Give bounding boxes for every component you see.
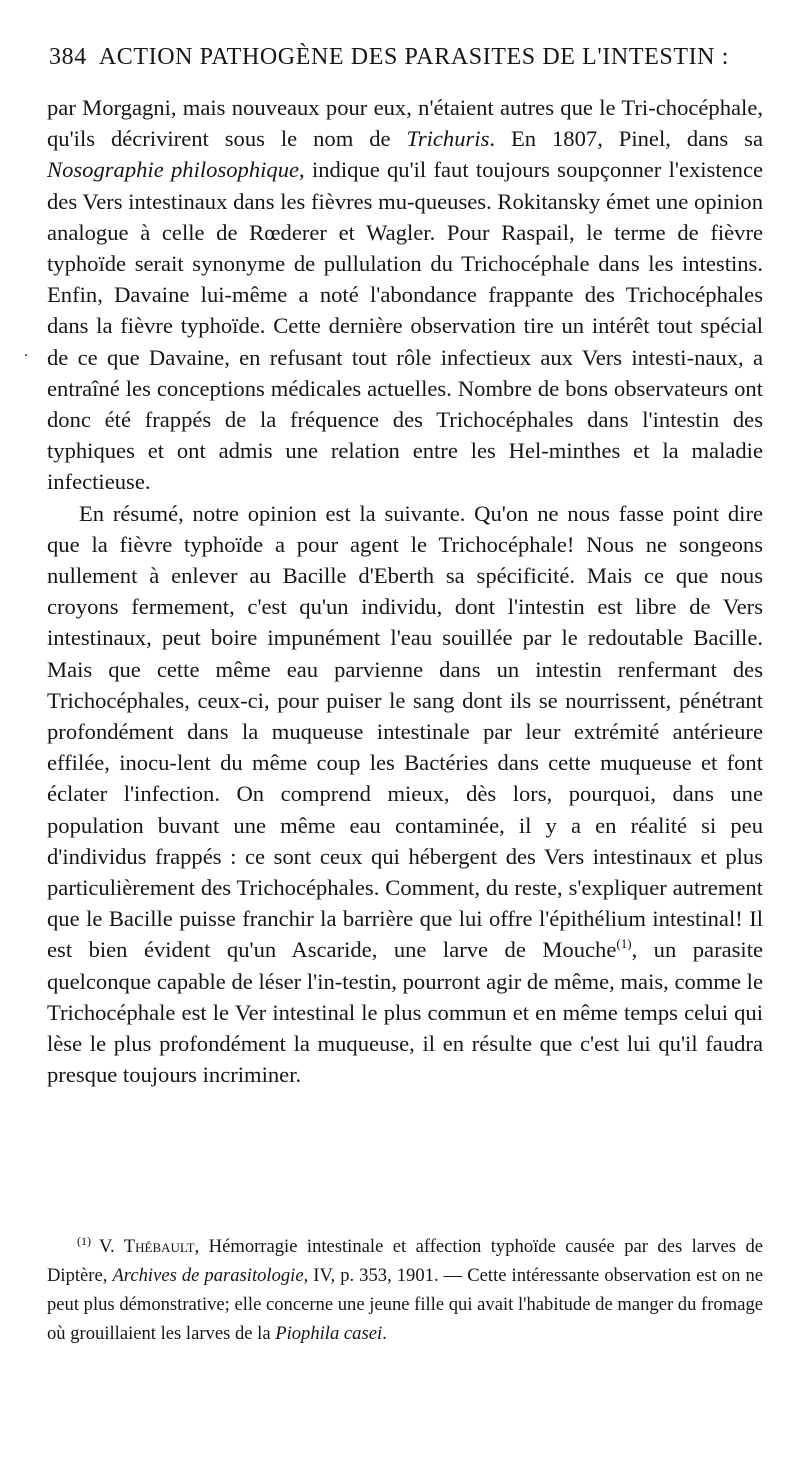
footnote-mark: (1) [77, 1234, 91, 1248]
footnote-text-a: Hémorragie intestinale et affection typhoïde causée par des larves de Diptère, [47, 1236, 763, 1286]
paragraph-1-text-b: . En 1807, Pinel, dans sa [489, 126, 763, 152]
paragraph-2-text-b: , un parasite quelconque capable de léser l'in-testin, pourront agir de même, mais, comme le Trichocéphale est le Ver intestinal le plus commun et en même temps celui qui lèse le plus profondément la muqueuse, il en résulte que c'est lui qu'il faudra presque toujours incriminer. [47, 937, 764, 1088]
paragraph-1-text-c: , indique qu'il faut toujours soupçonner l'existence des Vers intestinaux dans les fièvres mu-queuses. Rokitansky émet une opinion analogue à celle de Rœderer et Wagler. Pour Raspail, le terme de fièvre typhoïde serait synonyme de pullulation du Trichocéphale dans les intestins. Enfin, Davaine lui-même a noté l'abondance frappante des Trichocéphales dans la fièvre typhoïde. Cette dernière observation tire un intérêt tout spécial de ce que Davaine, en refusant tout rôle infectieux aux Vers intesti-naux, a entraîné les conceptions médicales actuelles. Nombre de bons observateurs ont donc été frappés de la fréquence des Trichocéphales dans l'intestin des typhiques et ont admis une relation entre les Hel-minthes et la maladie infectieuse. [47, 157, 763, 495]
paragraph-1-text-a: par Morgagni, mais nouveaux pour eux, n'étaient autres que le Tri-chocéphale, qu'ils décrivirent sous le nom de [47, 95, 763, 152]
footnote-author: V. Thébault, [99, 1236, 200, 1257]
paragraph-2 [47, 498, 763, 1091]
running-title: ACTION PATHOGÈNE DES PARASITES DE L'INTESTIN : [98, 44, 729, 70]
footnote-species: Piophila casei [275, 1323, 383, 1344]
paragraph-1-italic-nosographie: Nosographie philosophique [47, 157, 300, 183]
running-header [49, 44, 754, 71]
paragraph-1 [47, 92, 763, 498]
paragraph-1-italic-trichuris: Trichuris [406, 126, 490, 152]
footnote [47, 1232, 763, 1348]
footnote-journal: Archives de parasitologie [112, 1265, 304, 1286]
footnote-text-b: , IV, p. 353, 1901. — Cette intéressante observation est on ne peut plus démonstrative; elle concerne une jeune fille qui avait l'habitude de manger du fromage où grouillaient les larves de la [47, 1265, 763, 1344]
margin-mark: . [24, 343, 28, 360]
footnote-text-c: . [382, 1323, 387, 1344]
page-number: 384 [49, 44, 87, 70]
footnote-reference[interactable]: (1) [616, 936, 632, 952]
main-text [47, 92, 763, 1091]
paragraph-2-text-a: En résumé, notre opinion est la suivante. Qu'on ne nous fasse point dire que la fièvre typhoïde a pour agent le Trichocéphale! Nous ne songeons nullement à enlever au Bacille d'Eberth sa spécificité. Mais ce que nous croyons fermement, c'est qu'un individu, dont l'intestin est libre de Vers intestinaux, peut boire impunément l'eau souillée par le redoutable Bacille. Mais que cette même eau parvienne dans un intestin renfermant des Trichocéphales, ceux-ci, pour puiser le sang dont ils se nourrissent, pénétrant profondément dans la muqueuse intestinale par leur extrémité antérieure effilée, inocu-lent du même coup les Bactéries dans cette muqueuse et font éclater l'infection. On comprend mieux, dès lors, pourquoi, dans une population buvant une même eau contaminée, il y a en réalité si peu d'individus frappés : ce sont ceux qui hébergent des Vers intestinaux et plus particulièrement des Trichocéphales. Comment, du reste, s'expliquer autrement que le Bacille puisse franchir la barrière que lui offre l'épithélium intestinal! Il est bien évident qu'un Ascaride, une larve de Mouche [47, 500, 763, 963]
